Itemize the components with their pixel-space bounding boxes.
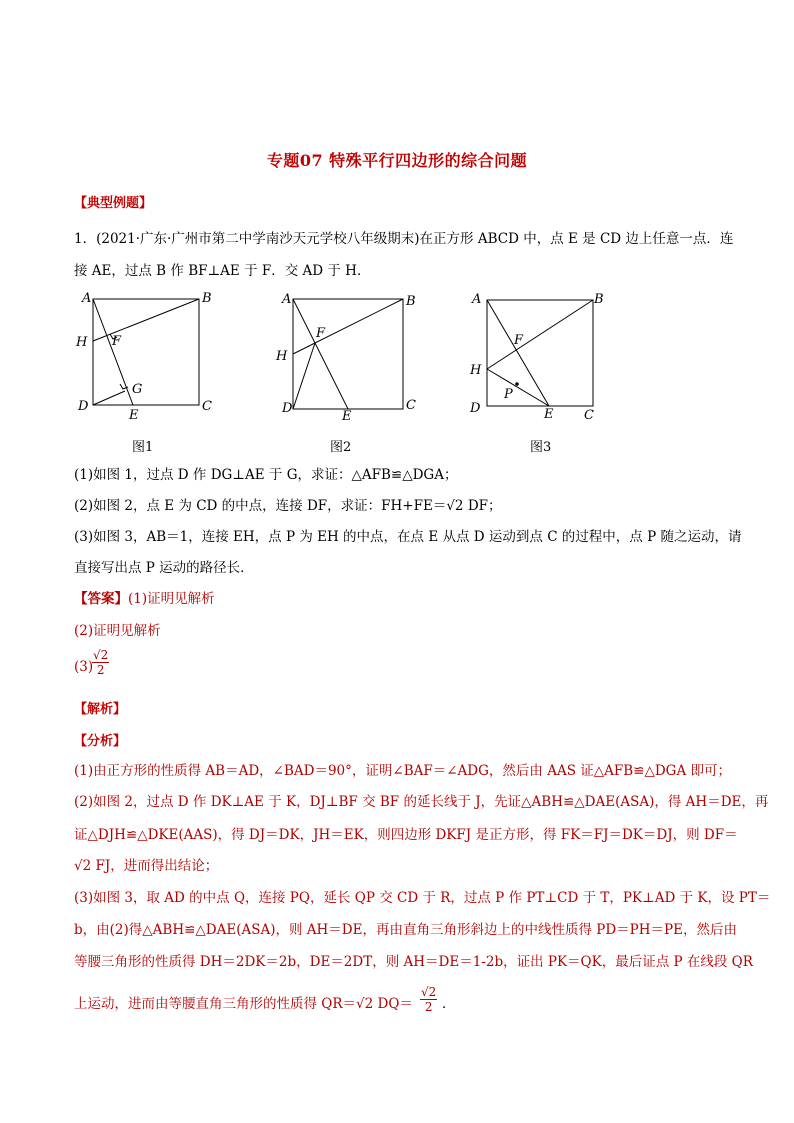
fig1-square — [93, 299, 199, 405]
fig1-label-E: E — [129, 408, 139, 423]
fig1-label-H: H — [76, 335, 88, 350]
fig2-label-H: H — [276, 349, 288, 364]
analysis-part-2-line-1: (2)如图 2，过点 D 作 DK⊥AE 于 K，DJ⊥BF 交 BF 的延长线于 J，先证△ABH≌△DAE(ASA)，得 AH＝DE，再 — [74, 794, 769, 810]
fig2-label-F: F — [316, 326, 326, 341]
figure-3 — [466, 286, 616, 426]
figure-1 — [72, 288, 222, 428]
fig1-caption: 图1 — [132, 440, 154, 455]
answer-3-prefix: (3) — [74, 659, 94, 675]
fig2-label-C: C — [406, 398, 416, 413]
fig3-label-B: B — [594, 292, 604, 307]
problem-line-1: 1．(2021·广东·广州市第二中学南沙天元学校八年级期末)在正方形 ABCD 中，点 E 是 CD 边上任意一点．连 — [74, 231, 734, 247]
fig2-square — [293, 299, 403, 409]
figure-2 — [272, 288, 422, 428]
fig1-label-G: G — [132, 382, 143, 397]
answer-1: (1)证明见解析 — [128, 591, 215, 607]
answer-3-fraction — [92, 648, 109, 677]
fig2-label-B: B — [406, 294, 416, 309]
analysis-part-3-line-1: (3)如图 3，取 AD 的中点 Q，连接 PQ，延长 QP 交 CD 于 R，过点 P 作 PT⊥CD 于 T，PK⊥AD 于 K，设 PT＝ — [74, 890, 771, 906]
answer-tag: 【答案】 — [74, 591, 128, 607]
fig3-caption: 图3 — [530, 440, 552, 455]
analysis-part-1: (1)由正方形的性质得 AB＝AD，∠BAD＝90°，证明∠BAF＝∠ADG，然后由 AAS 证△AFB≌△DGA 即可； — [74, 763, 731, 779]
fig1-line-AE — [93, 299, 133, 405]
fig3-label-E: E — [544, 407, 554, 422]
fig3-line-AE — [487, 300, 549, 406]
fig3-label-F: F — [514, 333, 524, 348]
fig2-label-D: D — [282, 401, 293, 416]
analysis-result-numerator: √2 — [421, 985, 437, 999]
analysis-part-3-line-2: b，由(2)得△ABH≌△DAE(ASA)，则 AH＝DE，再由直角三角形斜边上的中线性质得 PD＝PH＝PE，然后由 — [74, 922, 737, 938]
fig3-line-BH — [487, 300, 593, 369]
fig2-label-E: E — [342, 409, 352, 424]
answer-3-numerator: √2 — [93, 648, 109, 662]
fig1-label-B: B — [202, 291, 212, 306]
analysis-part-3-line-3: 等腰三角形的性质得 DH＝2DK＝2b，DE＝2DT，则 AH＝DE＝1-2b，证出 PK＝QK，最后证点 P 在线段 QR — [74, 954, 753, 970]
question-2: (2)如图 2，点 E 为 CD 的中点，连接 DF，求证：FH+FE＝√2 DF； — [74, 498, 502, 514]
answer-line-1 — [74, 590, 724, 608]
fig3-line-HE — [487, 369, 549, 406]
fig3-point-P — [515, 382, 519, 386]
fig2-line-BH — [293, 299, 403, 354]
fig2-line-AE — [293, 299, 348, 409]
analysis-result-denominator: 2 — [424, 1000, 433, 1014]
section-example-tag: 【典型例题】 — [74, 196, 153, 211]
analysis-part-3-line-4: 上运动，进而由等腰直角三角形的性质得 QR＝√2 DQ＝ — [74, 996, 413, 1012]
fig3-label-H: H — [470, 363, 482, 378]
fig1-label-C: C — [202, 399, 212, 414]
answer-2: (2)证明见解析 — [74, 623, 161, 639]
fig3-label-P: P — [504, 387, 513, 402]
analysis-part-2-line-2: 证△DJH≌△DKE(AAS)，得 DJ＝DK，JH＝EK，则四边形 DKFJ 是正方形，得 FK＝FJ＝DK＝DJ，则 DF＝ — [74, 827, 738, 843]
question-3-line-2: 直接写出点 P 运动的路径长． — [74, 560, 254, 576]
fig1-label-D: D — [78, 399, 89, 414]
analysis-result-fraction — [420, 985, 437, 1014]
problem-line-2: 接 AE，过点 B 作 BF⊥AE 于 F．交 AD 于 H． — [74, 263, 371, 279]
fig3-label-A: A — [472, 292, 482, 307]
question-3-line-1: (3)如图 3，AB＝1，连接 EH，点 P 为 EH 的中点，在点 E 从点 D 运动到点 C 的过程中，点 P 随之运动，请 — [74, 529, 742, 545]
fig1-line-BH — [93, 299, 199, 341]
fig1-line-DG — [93, 391, 125, 405]
answer-3-denominator: 2 — [96, 663, 105, 677]
fig1-label-F: F — [112, 334, 122, 349]
fig1-label-A: A — [82, 291, 92, 306]
question-1: (1)如图 1，过点 D 作 DG⊥AE 于 G，求证：△AFB≌△DGA； — [74, 467, 458, 483]
fig2-caption: 图2 — [330, 440, 352, 455]
page-title: 专题07 特殊平行四边形的综合问题 — [266, 151, 528, 170]
fig3-label-D: D — [470, 401, 481, 416]
fig3-label-C: C — [584, 408, 594, 423]
fenxi-tag: 【分析】 — [74, 734, 127, 749]
analysis-tag: 【解析】 — [74, 702, 127, 717]
analysis-part-2-line-3: √2 FJ，进而得出结论； — [74, 858, 219, 874]
fig2-label-A: A — [282, 292, 292, 307]
analysis-end-punct: ． — [442, 996, 456, 1012]
